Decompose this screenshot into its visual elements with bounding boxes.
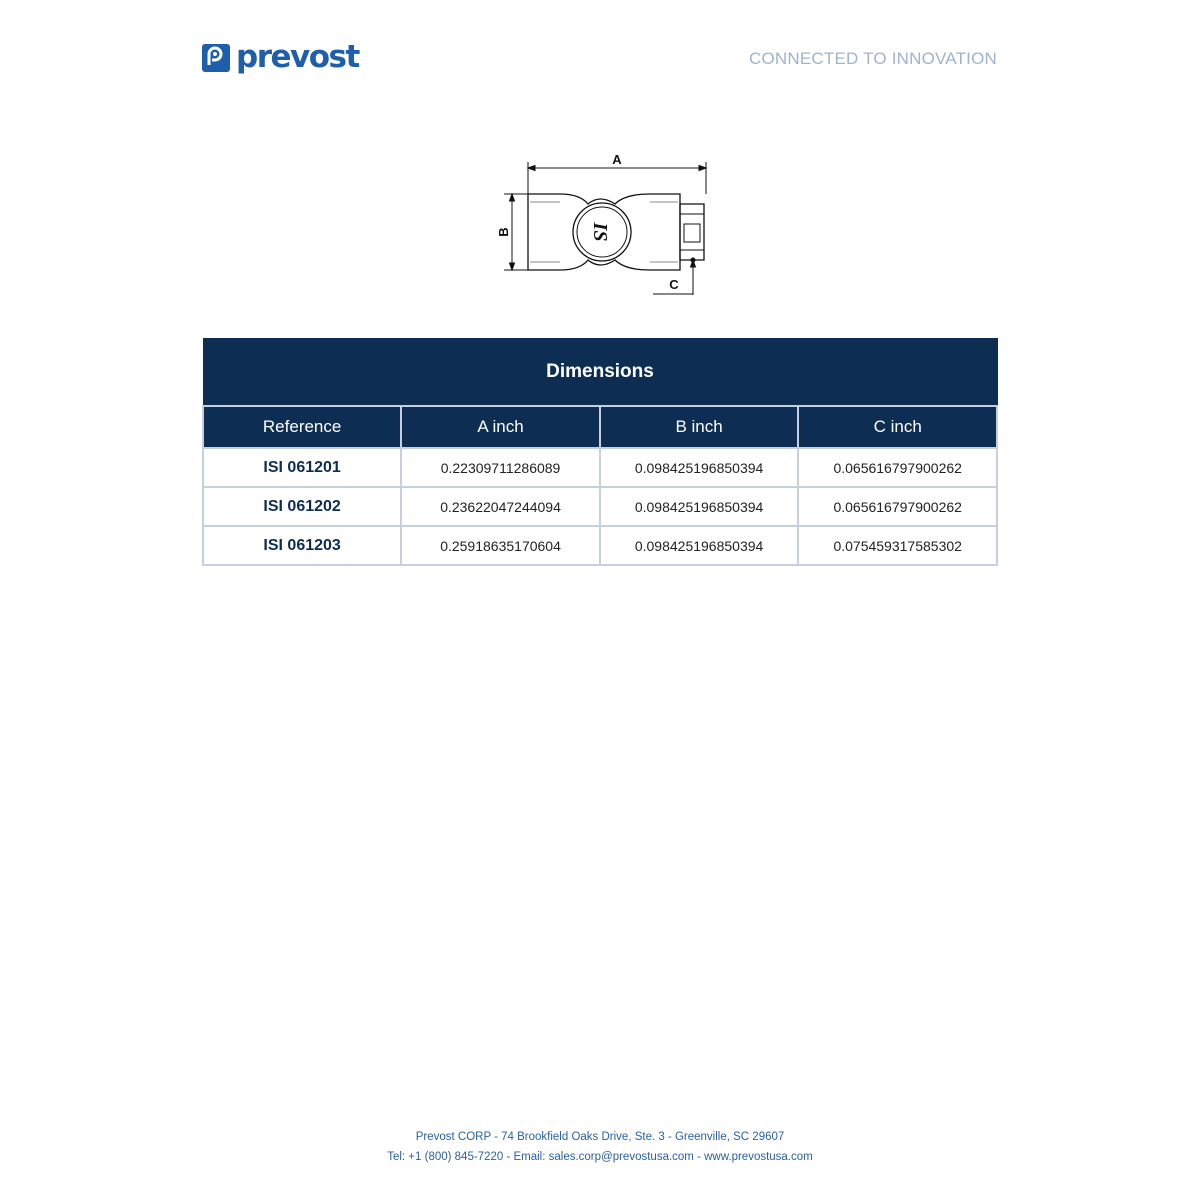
coupling-drawing (490, 150, 720, 300)
column-header: Reference (203, 406, 401, 448)
prevost-logo (202, 39, 359, 75)
table-cell: 0.23622047244094 (401, 487, 600, 526)
table-cell: 0.098425196850394 (600, 487, 799, 526)
column-header: C inch (798, 406, 997, 448)
table-cell: 0.098425196850394 (600, 526, 799, 565)
reference-cell: ISI 061201 (203, 448, 401, 487)
column-header: A inch (401, 406, 600, 448)
logo-text: prevost (236, 39, 359, 75)
footer-address: Prevost CORP - 74 Brookfield Oaks Drive, Ste. 3 - Greenville, SC 29607 (415, 1131, 785, 1143)
table-cell: 0.065616797900262 (798, 487, 997, 526)
table-header-row (203, 406, 997, 448)
dimensions-table (202, 338, 998, 566)
reference-cell: ISI 061202 (203, 487, 401, 526)
badge-text: IS (589, 222, 611, 242)
reference-cell: ISI 061203 (203, 526, 401, 565)
label-b: B (496, 227, 511, 237)
tagline: CONNECTED TO INNOVATION (749, 49, 997, 68)
prevost-logo-icon (202, 44, 230, 72)
label-c: C (669, 277, 679, 292)
table-cell: 0.075459317585302 (798, 526, 997, 565)
table-row (203, 448, 997, 487)
footer-contact: Tel: +1 (800) 845-7220 - Email: sales.corp@prevostusa.com - www.prevostusa.com (387, 1151, 813, 1163)
table-cell: 0.25918635170604 (401, 526, 600, 565)
table-cell: 0.065616797900262 (798, 448, 997, 487)
table-row (203, 487, 997, 526)
label-a: A (612, 152, 622, 167)
table-cell: 0.098425196850394 (600, 448, 799, 487)
column-header: B inch (600, 406, 799, 448)
table-cell: 0.22309711286089 (401, 448, 600, 487)
table-row (203, 526, 997, 565)
table-title: Dimensions (203, 339, 997, 407)
